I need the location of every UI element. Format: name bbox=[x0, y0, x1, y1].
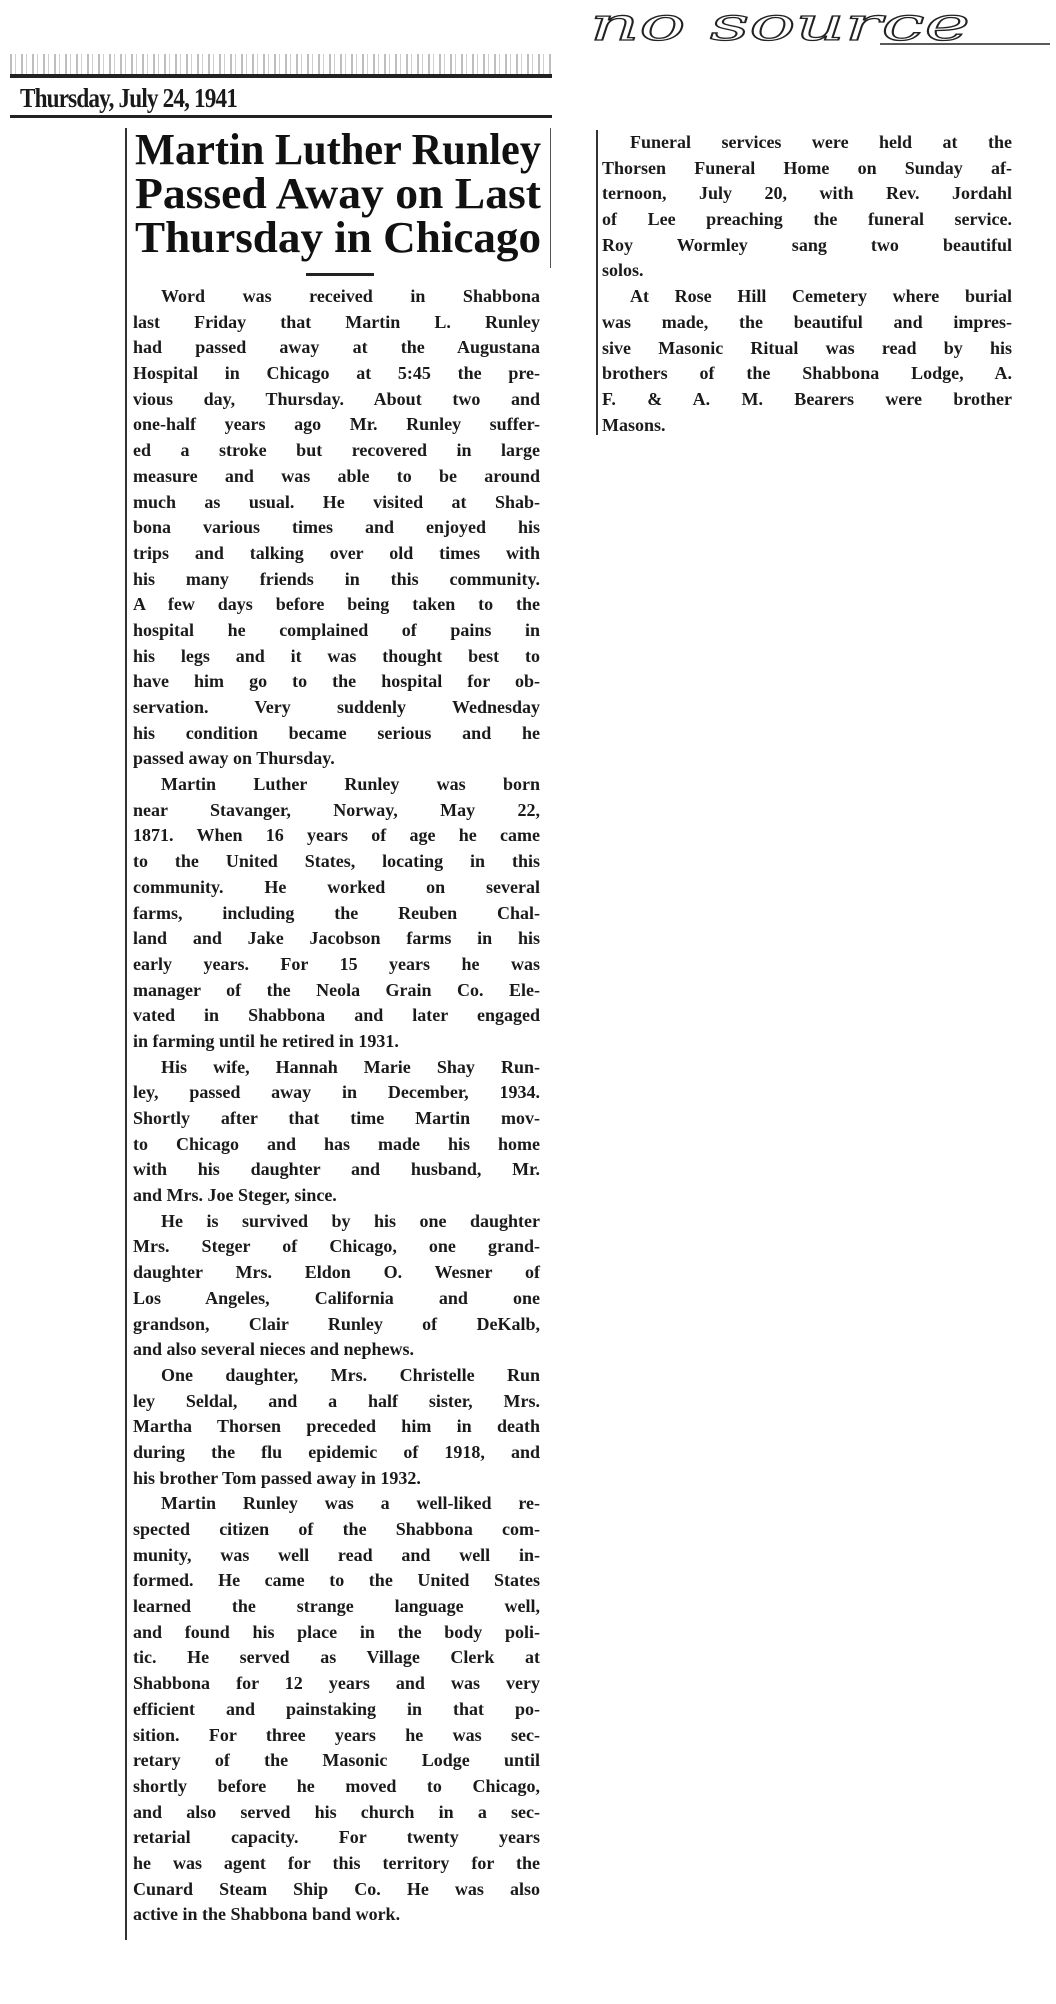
text-line: early years. For 15 years he was bbox=[133, 953, 540, 974]
text-line: Cunard Steam Ship Co. He was also bbox=[133, 1878, 540, 1899]
text-line: ed a stroke but recovered in large bbox=[133, 440, 540, 461]
text-line: solos. bbox=[602, 260, 644, 281]
text-line: brothers of the Shabbona Lodge, A. bbox=[602, 363, 1012, 384]
headline-line: Passed Away on Last bbox=[135, 169, 542, 218]
text-line: had passed away at the Augustana bbox=[133, 337, 540, 358]
text-line: Funeral services were held at the bbox=[630, 132, 1012, 152]
text-line: near Stavanger, Norway, May 22, bbox=[133, 799, 540, 820]
article-body-left bbox=[133, 284, 540, 1928]
text-line: At Rose Hill Cemetery where burial bbox=[630, 286, 1012, 307]
text-line: to the United States, locating in this bbox=[133, 851, 540, 872]
text-line: and found his place in the body poli- bbox=[133, 1621, 540, 1642]
column-rule-right bbox=[596, 130, 598, 435]
text-line: last Friday that Martin L. Runley bbox=[133, 311, 540, 332]
text-line: land and Jake Jacobson farms in his bbox=[133, 928, 540, 949]
text-line: active in the Shabbona band work. bbox=[133, 1904, 401, 1925]
column-rule-left bbox=[125, 128, 127, 1940]
text-line: Los Angeles, California and one bbox=[133, 1287, 540, 1308]
text-line: he was agent for this territory for the bbox=[133, 1852, 540, 1873]
text-line: tic. He served as Village Clerk at bbox=[133, 1647, 540, 1668]
paragraph bbox=[133, 772, 540, 1055]
headline-line: Martin Luther Runley bbox=[135, 128, 541, 174]
text-line: ternoon, July 20, with Rev. Jordahl bbox=[602, 183, 1012, 204]
text-line: Martin Runley was a well-liked re- bbox=[161, 1493, 540, 1514]
text-line: Thorsen Funeral Home on Sunday af- bbox=[602, 157, 1012, 178]
text-line: hospital he complained of pains in bbox=[133, 619, 540, 640]
text-line: spected citizen of the Shabbona com- bbox=[133, 1519, 540, 1539]
dateline-bar bbox=[10, 50, 552, 122]
text-line: in farming until he retired in 1931. bbox=[133, 1030, 399, 1051]
text-line: his brother Tom passed away in 1932. bbox=[133, 1467, 421, 1488]
text-line: Mrs. Steger of Chicago, one grand- bbox=[133, 1236, 540, 1257]
text-line: sive Masonic Ritual was read by his bbox=[602, 337, 1012, 358]
text-line: much as usual. He visited at Shab- bbox=[133, 491, 540, 512]
text-line: and also served his church in a sec- bbox=[133, 1801, 540, 1822]
text-line: retary of the Masonic Lodge until bbox=[133, 1750, 540, 1771]
text-line: One daughter, Mrs. Christelle Run bbox=[161, 1364, 540, 1385]
text-line: servation. Very suddenly Wednesday bbox=[133, 697, 540, 717]
text-line: farms, including the Reuben Chal- bbox=[133, 902, 540, 923]
text-line: to Chicago and has made his home bbox=[133, 1133, 540, 1154]
text-line: during the flu epidemic of 1918, and bbox=[133, 1441, 540, 1462]
paragraph bbox=[133, 1055, 540, 1209]
text-line: community. He worked on several bbox=[133, 876, 540, 897]
text-line: daughter Mrs. Eldon O. Wesner of bbox=[133, 1262, 540, 1283]
text-line: and also several nieces and nephews. bbox=[133, 1339, 415, 1360]
text-line: Masons. bbox=[602, 414, 666, 435]
text-line: F. & A. M. Bearers were brother bbox=[602, 388, 1012, 409]
text-line: passed away on Thursday. bbox=[133, 748, 335, 769]
handwritten-note-text: no source bbox=[590, 0, 970, 51]
text-line: his condition became serious and he bbox=[133, 722, 540, 743]
text-line: bona various times and enjoyed his bbox=[133, 517, 540, 538]
paragraph bbox=[602, 130, 1012, 284]
paragraph bbox=[133, 284, 540, 772]
text-line: sition. For three years he was sec- bbox=[133, 1724, 540, 1745]
text-line: vious day, Thursday. About two and bbox=[133, 388, 540, 409]
text-line: have him go to the hospital for ob- bbox=[133, 671, 540, 692]
handwritten-note bbox=[580, 0, 1056, 60]
text-line: and Mrs. Joe Steger, since. bbox=[133, 1185, 337, 1206]
text-line: vated in Shabbona and later engaged bbox=[133, 1005, 540, 1026]
text-line: shortly before he moved to Chicago, bbox=[133, 1775, 540, 1796]
text-line: trips and talking over old times with bbox=[133, 542, 540, 563]
text-line: Martha Thorsen preceded him in death bbox=[133, 1416, 540, 1437]
text-line: measure and was able to be around bbox=[133, 465, 540, 486]
text-line: ley, passed away in December, 1934. bbox=[133, 1082, 540, 1103]
text-line: grandson, Clair Runley of DeKalb, bbox=[133, 1313, 540, 1334]
article-body-right bbox=[602, 130, 1012, 438]
dateline: Thursday, July 24, 1941 bbox=[20, 83, 238, 113]
print-noise bbox=[10, 54, 552, 76]
paragraph bbox=[133, 1209, 540, 1363]
text-line: retarial capacity. For twenty years bbox=[133, 1827, 540, 1848]
text-line: formed. He came to the United States bbox=[133, 1570, 540, 1591]
text-line: one-half years ago Mr. Runley suffer- bbox=[133, 414, 540, 435]
column-rule-headline bbox=[550, 128, 551, 268]
text-line: munity, was well read and well in- bbox=[133, 1544, 540, 1565]
headline-line: Thursday in Chicago bbox=[135, 213, 541, 262]
paragraph bbox=[133, 1491, 540, 1928]
text-line: 1871. When 16 years of age he came bbox=[133, 825, 540, 846]
text-line: A few days before being taken to the bbox=[133, 594, 540, 615]
text-line: of Lee preaching the funeral service. bbox=[602, 209, 1012, 230]
text-line: He is survived by his one daughter bbox=[161, 1210, 540, 1231]
text-line: his many friends in this community. bbox=[133, 568, 540, 589]
paragraph bbox=[133, 1363, 540, 1491]
text-line: Shortly after that time Martin mov- bbox=[133, 1108, 540, 1128]
text-line: Word was received in Shabbona bbox=[161, 286, 540, 306]
text-line: efficient and painstaking in that po- bbox=[133, 1698, 540, 1719]
text-line: with his daughter and husband, Mr. bbox=[133, 1159, 540, 1180]
text-line: his legs and it was thought best to bbox=[133, 645, 540, 666]
text-line: learned the strange language well, bbox=[133, 1596, 540, 1617]
text-line: was made, the beautiful and impres- bbox=[602, 311, 1012, 332]
text-line: His wife, Hannah Marie Shay Run- bbox=[161, 1056, 540, 1077]
paragraph bbox=[602, 284, 1012, 438]
text-line: Shabbona for 12 years and was very bbox=[133, 1673, 540, 1694]
text-line: Martin Luther Runley was born bbox=[161, 774, 540, 795]
dateline-rule-top bbox=[10, 74, 552, 78]
dateline-rule-bottom bbox=[10, 115, 552, 118]
headline bbox=[133, 128, 545, 263]
text-line: ley Seldal, and a half sister, Mrs. bbox=[133, 1390, 540, 1411]
text-line: Roy Wormley sang two beautiful bbox=[602, 234, 1012, 255]
text-line: Hospital in Chicago at 5:45 the pre- bbox=[133, 363, 540, 384]
text-line: manager of the Neola Grain Co. Ele- bbox=[133, 979, 540, 1000]
headline-divider bbox=[306, 273, 374, 276]
